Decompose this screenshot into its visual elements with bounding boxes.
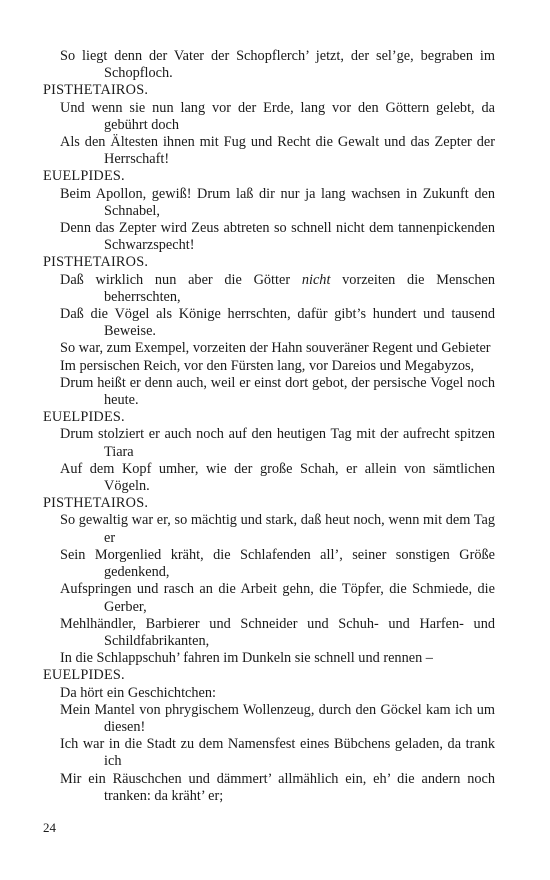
verse-fragment: Daß wirklich nun aber die Götter: [60, 271, 302, 288]
verse-line: Denn das Zepter wird Zeus abtreten so schnell nicht dem tannenpickenden Schwarzspecht!: [60, 220, 495, 254]
page-number: 24: [43, 820, 56, 835]
verse-line: Mehlhändler, Barbierer und Schneider und Schuh- und Harfen- und Schildfabrikanten,: [60, 615, 495, 649]
verse-line: Und wenn sie nun lang vor der Erde, lang vor den Göttern gelebt, da gebührt doch: [60, 99, 495, 133]
speaker-label: EUELPIDES.: [43, 409, 125, 426]
verse-line: So liegt denn der Vater der Schopflerch’ jetzt, der sel’ge, begraben im Schopfloch.: [60, 48, 495, 82]
verse-line: So war, zum Exempel, vorzeiten der Hahn souveräner Regent und Gebieter: [60, 340, 491, 357]
verse-line: [43, 272, 495, 306]
verse-line: Drum stolziert er auch noch auf den heutigen Tag mit der aufrecht spitzen Tiara: [60, 426, 495, 460]
verse-line: Auf dem Kopf umher, wie der große Schah, er allein von sämtlichen Vögeln.: [60, 460, 495, 495]
verse-fragment: vorzeiten die Menschen beherrschten,: [104, 271, 495, 305]
verse-line: Da hört ein Geschichtchen:: [60, 684, 217, 701]
verse-line: Als den Ältesten ihnen mit Fug und Recht die Gewalt und das Zepter der Herrschaft!: [60, 134, 495, 168]
speaker-label: PISTHETAIROS.: [43, 82, 149, 99]
emphasis-word: nicht: [301, 271, 331, 288]
speaker-label: EUELPIDES.: [43, 168, 125, 185]
verse-line: Beim Apollon, gewiß! Drum laß dir nur ja lang wachsen in Zukunft den Schnabel,: [60, 185, 495, 219]
verse-line: Drum heißt er denn auch, weil er einst dort gebot, der persische Vogel noch heute.: [60, 374, 495, 409]
verse-line: Aufspringen und rasch an die Arbeit gehn, die Töpfer, die Schmiede, die Gerber,: [60, 581, 495, 615]
verse-line: So gewaltig war er, so mächtig und stark, daß heut noch, wenn mit dem Tag er: [60, 512, 495, 546]
verse-line: In die Schlappschuh’ fahren im Dunkeln sie schnell und rennen –: [60, 650, 433, 667]
verse-line: Mir ein Räuschchen und dämmert’ allmählich ein, eh’ die andern noch tranken: da kräht’ er;: [60, 770, 495, 804]
verse-line: Mein Mantel von phrygischem Wollenzeug, durch den Göckel kam ich um diesen!: [60, 701, 495, 735]
verse-line: Im persischen Reich, vor den Fürsten lang, vor Dareios und Megabyzos,: [60, 357, 475, 374]
verse-line: Daß die Vögel als Könige herrschten, dafür gibt’s hundert und tausend Beweise.: [60, 306, 495, 340]
verse-line: Sein Morgenlied kräht, die Schlafenden all’, seiner sonstigen Größe gedenkend,: [60, 546, 495, 581]
verse-text: [43, 48, 495, 805]
verse-line: Ich war in die Stadt zu dem Namensfest eines Bübchens geladen, da trank ich: [60, 736, 495, 770]
speaker-label: PISTHETAIROS.: [43, 495, 149, 512]
speaker-label: PISTHETAIROS.: [43, 254, 149, 271]
speaker-label: EUELPIDES.: [43, 667, 125, 684]
